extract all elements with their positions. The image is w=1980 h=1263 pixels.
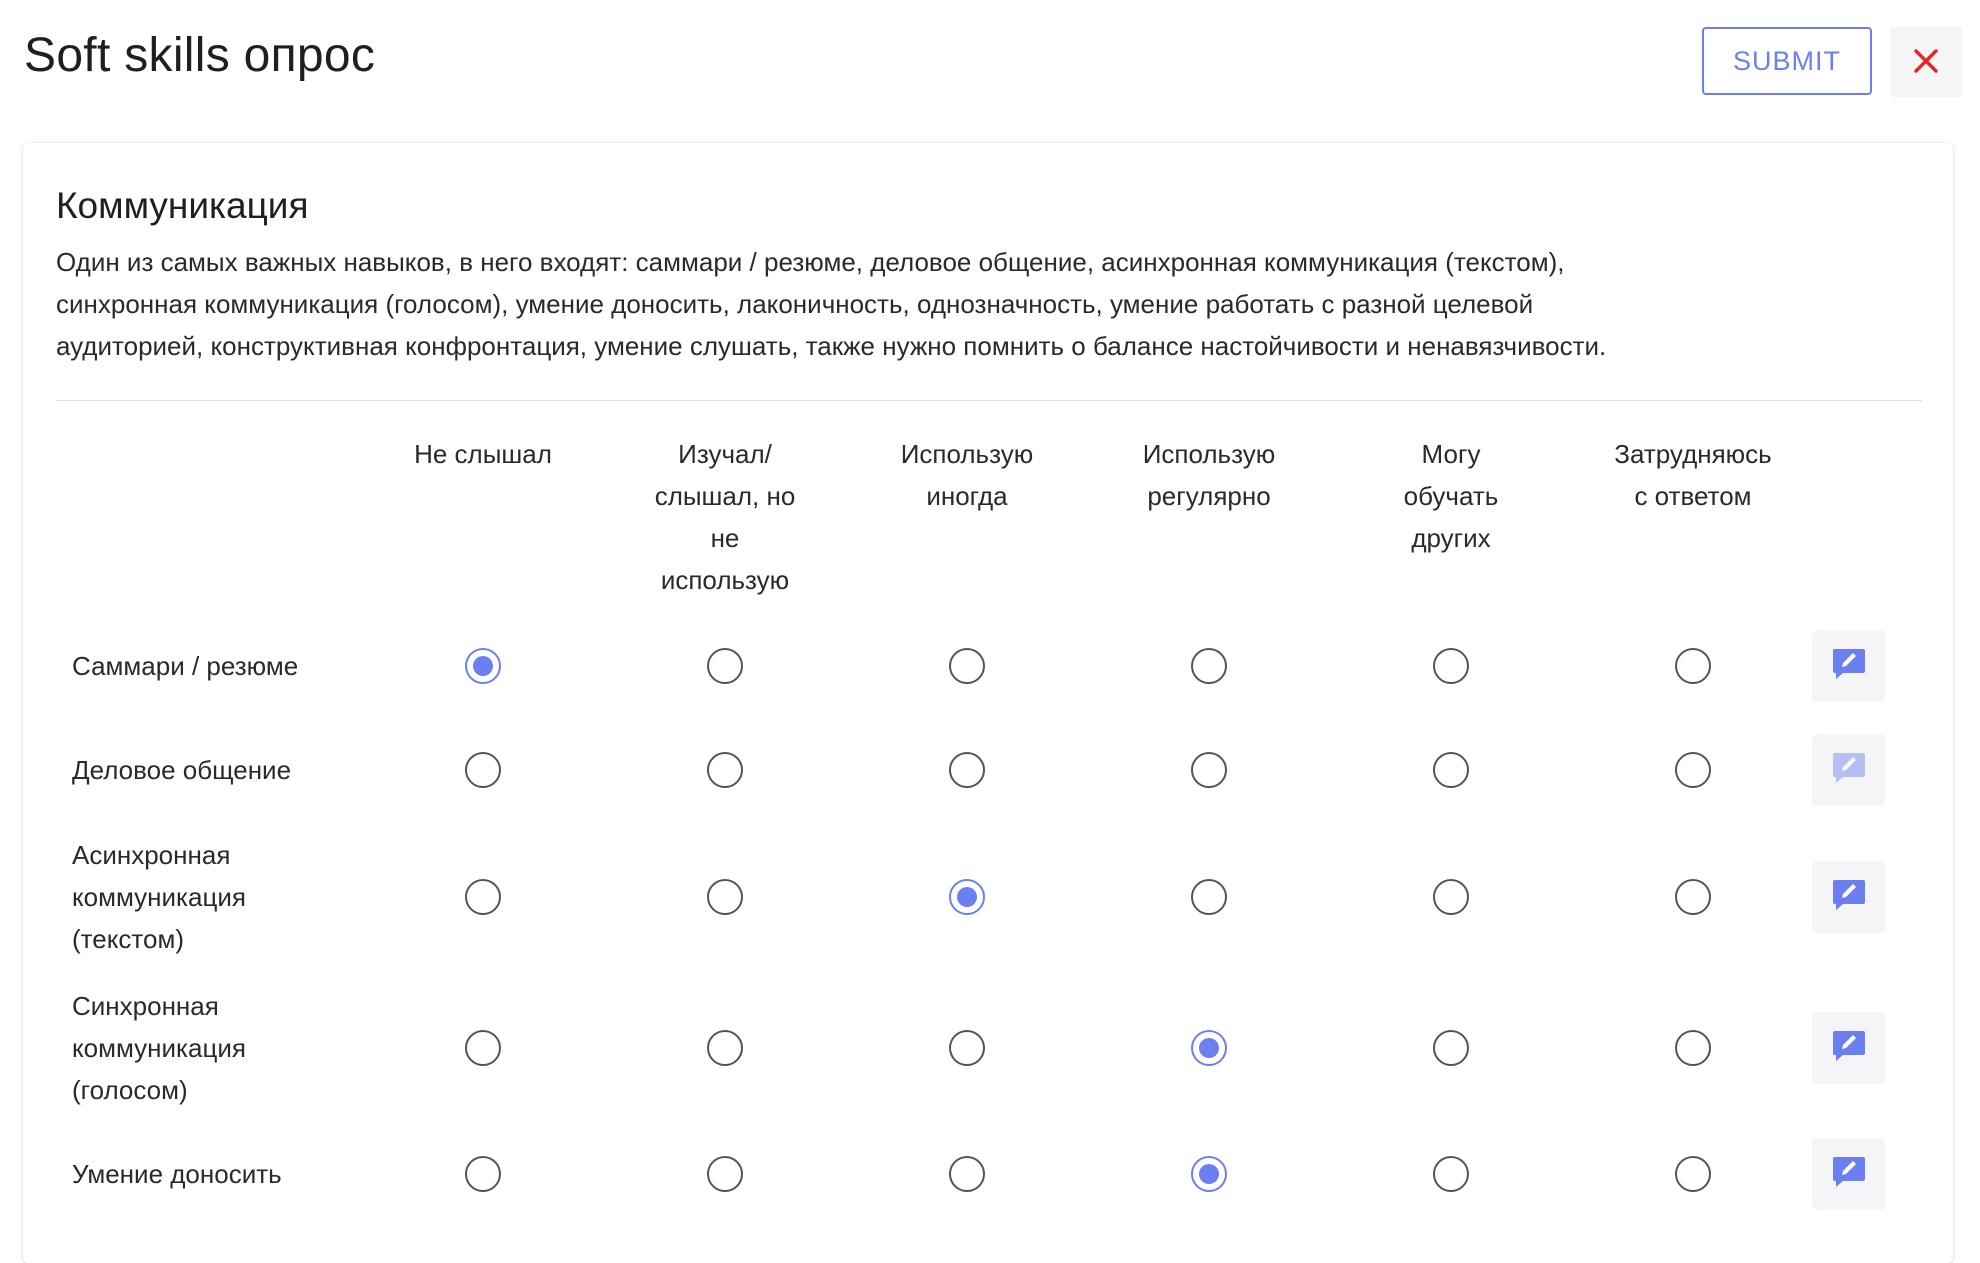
edit-note-icon	[1831, 877, 1867, 918]
rating-radio[interactable]	[1433, 648, 1469, 684]
description-line: синхронная коммуникация (голосом), умение доносить, лаконичность, однозначность, умение работать с разной целевой	[56, 289, 1534, 319]
add-comment-button[interactable]	[1812, 861, 1886, 933]
rating-radio[interactable]	[1433, 1030, 1469, 1066]
column-header-line: Затрудняюсь	[1614, 439, 1772, 469]
section-divider	[56, 400, 1922, 401]
rating-radio[interactable]	[707, 1030, 743, 1066]
column-header-line: использую	[660, 565, 790, 595]
row-label-line: Асинхронная	[72, 840, 231, 870]
row-label-line: Умение доносить	[72, 1159, 282, 1189]
row-label-line: Саммари / резюме	[72, 651, 299, 681]
column-header-line: других	[1411, 523, 1491, 553]
column-header-line: обучать	[1403, 481, 1499, 511]
rating-radio[interactable]	[949, 1156, 985, 1192]
add-comment-button[interactable]	[1812, 630, 1886, 702]
close-button[interactable]	[1890, 27, 1962, 97]
rating-radio[interactable]	[949, 879, 985, 915]
rating-radio[interactable]	[1191, 648, 1227, 684]
column-header	[1598, 433, 1788, 517]
edit-note-icon	[1831, 750, 1867, 791]
rating-radio[interactable]	[707, 879, 743, 915]
row-label	[72, 749, 332, 791]
add-comment-button[interactable]	[1812, 734, 1886, 806]
row-label	[72, 645, 332, 687]
column-header	[1356, 433, 1546, 559]
rating-radio[interactable]	[949, 648, 985, 684]
rating-radio[interactable]	[465, 1030, 501, 1066]
top-bar	[0, 0, 1980, 120]
column-header	[1114, 433, 1304, 517]
rating-radio[interactable]	[707, 648, 743, 684]
column-header-line: Изучал/	[678, 439, 772, 469]
row-label-line: Деловое общение	[72, 755, 292, 785]
column-header-line: Использую	[900, 439, 1034, 469]
column-header	[872, 433, 1062, 517]
rating-radio[interactable]	[1433, 752, 1469, 788]
section-description	[56, 241, 1926, 367]
close-icon	[1912, 47, 1940, 78]
column-header	[630, 433, 820, 601]
rating-radio[interactable]	[707, 752, 743, 788]
row-label-line: Синхронная	[72, 991, 219, 1021]
row-label	[72, 985, 332, 1111]
add-comment-button[interactable]	[1812, 1138, 1886, 1210]
column-header-line: не	[710, 523, 740, 553]
rating-radio[interactable]	[1433, 879, 1469, 915]
column-header-line: Не слышал	[414, 439, 552, 469]
rating-radio[interactable]	[1191, 1156, 1227, 1192]
submit-button[interactable]: SUBMIT	[1702, 27, 1872, 95]
rating-radio[interactable]	[465, 1156, 501, 1192]
row-label	[72, 834, 332, 960]
rating-radio[interactable]	[1675, 1030, 1711, 1066]
add-comment-button[interactable]	[1812, 1012, 1886, 1084]
edit-note-icon	[1831, 646, 1867, 687]
rating-radio[interactable]	[465, 648, 501, 684]
row-label-line: коммуникация	[72, 882, 246, 912]
rating-radio[interactable]	[707, 1156, 743, 1192]
row-label	[72, 1153, 332, 1195]
column-header-line: слышал, но	[654, 481, 796, 511]
rating-radio[interactable]	[1191, 752, 1227, 788]
rating-radio[interactable]	[1191, 1030, 1227, 1066]
survey-card	[23, 143, 1953, 1263]
rating-radio[interactable]	[949, 752, 985, 788]
rating-radio[interactable]	[1675, 752, 1711, 788]
page-title: Soft skills опрос	[24, 29, 376, 82]
column-header-line: с ответом	[1634, 481, 1752, 511]
rating-radio[interactable]	[1675, 1156, 1711, 1192]
column-header-line: регулярно	[1147, 481, 1271, 511]
row-label-line: (текстом)	[72, 924, 185, 954]
section-title: Коммуникация	[56, 185, 309, 226]
rating-radio[interactable]	[1675, 879, 1711, 915]
column-header	[388, 433, 578, 475]
column-header-line: Могу	[1421, 439, 1481, 469]
rating-radio[interactable]	[1433, 1156, 1469, 1192]
description-line: Один из самых важных навыков, в него входят: саммари / резюме, деловое общение, асинхронная коммуникация (текстом),	[56, 247, 1565, 277]
row-label-line: коммуникация	[72, 1033, 246, 1063]
column-header-line: иногда	[926, 481, 1008, 511]
column-header-line: Использую	[1142, 439, 1276, 469]
edit-note-icon	[1831, 1154, 1867, 1195]
description-line: аудиторией, конструктивная конфронтация, умение слушать, также нужно помнить о балансе настойчивости и ненавязчивости.	[56, 331, 1607, 361]
rating-radio[interactable]	[465, 879, 501, 915]
rating-radio[interactable]	[465, 752, 501, 788]
edit-note-icon	[1831, 1028, 1867, 1069]
rating-radio[interactable]	[1191, 879, 1227, 915]
rating-radio[interactable]	[1675, 648, 1711, 684]
rating-radio[interactable]	[949, 1030, 985, 1066]
row-label-line: (голосом)	[72, 1075, 188, 1105]
